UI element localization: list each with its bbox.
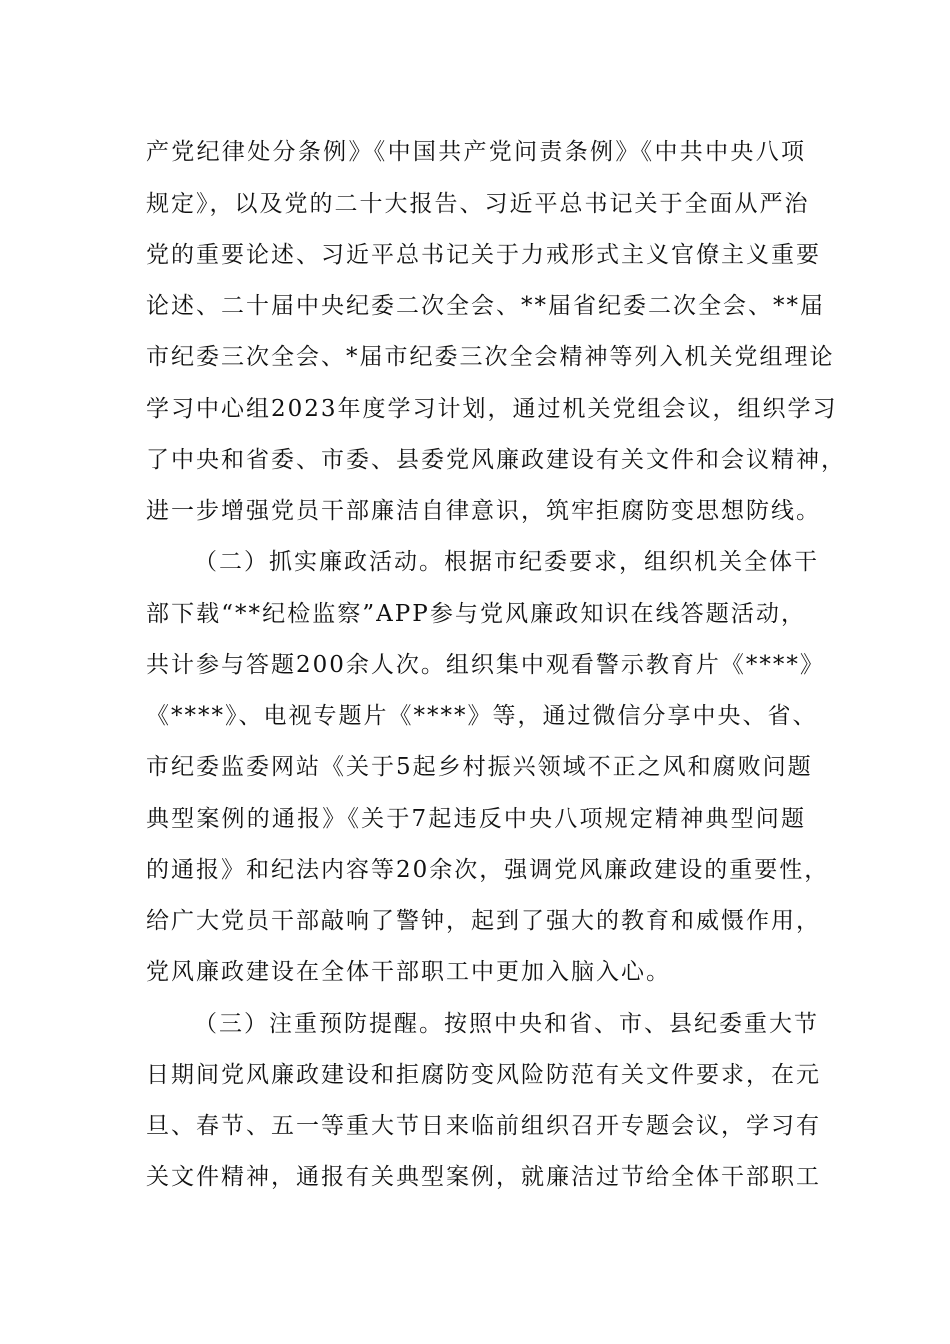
- text-line: 进一步增强党员干部廉洁自律意识，筑牢拒腐防变思想防线。: [146, 498, 821, 524]
- text-line: 论述、二十届中央纪委二次全会、**届省纪委二次全会、**届: [146, 293, 825, 319]
- paragraph-heading-3: （三）注重预防提醒。按照中央和省、市、县纪委重大节: [194, 1011, 819, 1037]
- text-line: 《****》、电视专题片《****》等，通过微信分享中央、省、: [146, 703, 818, 729]
- text-line: 了中央和省委、市委、县委党风廉政建设有关文件和会议精神，: [146, 447, 846, 473]
- text-line: 关文件精神，通报有关典型案例，就廉洁过节给全体干部职工: [146, 1164, 821, 1190]
- text-line: 党的重要论述、习近平总书记关于力戒形式主义官僚主义重要: [146, 242, 821, 268]
- text-line: 产党纪律处分条例》《中国共产党问责条例》《中共中央八项: [146, 139, 806, 165]
- text-line: 党风廉政建设在全体干部职工中更加入脑入心。: [146, 959, 671, 985]
- text-line: 共计参与答题200余人次。组织集中观看警示教育片《****》: [146, 652, 825, 678]
- text-line: 市纪委三次全会、*届市纪委三次全会精神等列入机关党组理论: [146, 344, 835, 370]
- text-line: 给广大党员干部敲响了警钟，起到了强大的教育和威慑作用，: [146, 908, 821, 934]
- text-line: 部下载“**纪检监察”APP参与党风廉政知识在线答题活动，: [146, 601, 806, 627]
- text-line: 规定》，以及党的二十大报告、习近平总书记关于全面从严治: [146, 191, 810, 217]
- text-line: 市纪委监委网站《关于5起乡村振兴领域不正之风和腐败问题: [146, 754, 813, 780]
- paragraph-heading-2: （二）抓实廉政活动。根据市纪委要求，组织机关全体干: [194, 549, 819, 575]
- text-line: 旦、春节、五一等重大节日来临前组织召开专题会议，学习有: [146, 1113, 821, 1139]
- text-line: 学习中心组2023年度学习计划，通过机关党组会议，组织学习: [146, 396, 838, 422]
- text-line: 的通报》和纪法内容等20余次，强调党风廉政建设的重要性，: [146, 857, 830, 883]
- text-line: 典型案例的通报》《关于7起违反中央八项规定精神典型问题: [146, 806, 806, 832]
- text-line: 日期间党风廉政建设和拒腐防变风险防范有关文件要求，在元: [146, 1062, 821, 1088]
